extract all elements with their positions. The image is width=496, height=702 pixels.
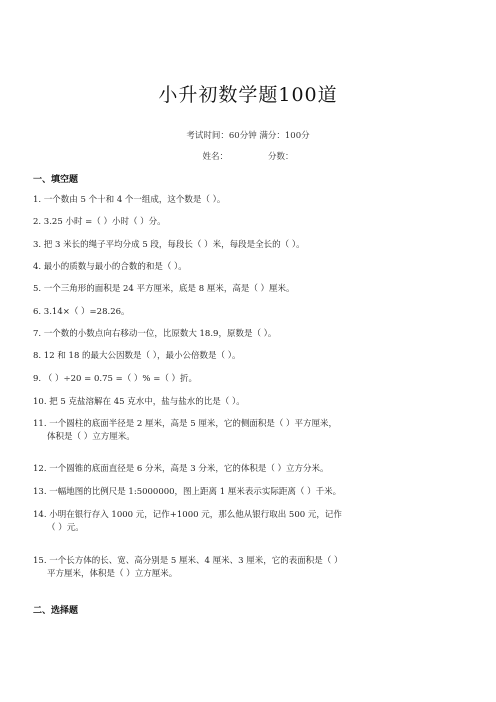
section-fill-blank-title: 一、填空题	[33, 175, 79, 185]
question-text-continued: （ ）元。	[47, 523, 84, 533]
question-item	[33, 555, 473, 581]
question-text: 15. 一个长方体的长、宽、高分别是 5 厘米、4 厘米、3 厘米，它的表面积是（ ）	[33, 556, 343, 566]
section-multiple-choice-title: 二、选择题	[33, 606, 79, 616]
question-text: 7. 一个数的小数点向右移动一位，比原数大 18.9，原数是（ ）。	[33, 329, 277, 339]
question-item	[33, 306, 473, 319]
question-text: 12. 一个圆锥的底面直径是 6 分米，高是 3 分米，它的体积是（ ）立方分米。	[33, 464, 329, 474]
score-label: 分数：	[268, 152, 294, 162]
question-item	[33, 396, 473, 409]
question-text: 6. 3.14×（ ）=28.26。	[33, 307, 130, 317]
question-text: 11. 一个圆柱的底面半径是 2 厘米，高是 5 厘米，它的侧面积是（ ）平方厘米，	[33, 419, 338, 429]
question-text: 5. 一个三角形的面积是 24 平方厘米，底是 8 厘米，高是（ ）厘米。	[33, 284, 295, 294]
question-text: 14. 小明在银行存入 1000 元，记作+1000 元，那么他从银行取出 500 元，记作	[33, 510, 342, 520]
question-text-continued: 平方厘米，体积是（ ）立方厘米。	[47, 569, 178, 579]
question-item	[33, 216, 473, 229]
question-text: 4. 最小的质数与最小的合数的和是（ ）。	[33, 262, 187, 272]
question-text: 9. （ ）÷20 = 0.75 =（ ）% =（ ）折。	[33, 374, 198, 384]
question-text-continued: 体积是（ ）立方厘米。	[47, 432, 135, 442]
page-title: 小升初数学题100道	[158, 84, 338, 106]
question-text: 3. 把 3 米长的绳子平均分成 5 段，每段长（ ）米，每段是全长的（ ）。	[33, 240, 305, 250]
question-item	[33, 261, 473, 274]
question-item	[33, 194, 473, 207]
name-label: 姓名：	[202, 152, 228, 162]
question-item	[33, 239, 473, 252]
question-item	[33, 350, 473, 363]
question-text: 8. 12 和 18 的最大公因数是（ ），最小公倍数是（ ）。	[33, 351, 241, 361]
question-text: 1. 一个数由 5 个十和 4 个一组成，这个数是（ ）。	[33, 195, 226, 205]
question-item	[33, 509, 473, 535]
question-item	[33, 463, 473, 476]
question-text: 2. 3.25 小时 =（ ）小时（ ）分。	[33, 217, 166, 227]
question-item	[33, 373, 473, 386]
question-text: 13. 一幅地图的比例尺是 1:5000000，图上距离 1 厘米表示实际距离（ ）千米。	[33, 487, 342, 497]
exam-info: 考试时间：60分钟 满分：100分	[186, 131, 310, 141]
question-text: 10. 把 5 克盐溶解在 45 克水中，盐与盐水的比是（ ）。	[33, 397, 245, 407]
name-score-line	[0, 150, 496, 162]
question-item	[33, 486, 473, 499]
question-item	[33, 283, 473, 296]
question-item	[33, 418, 473, 444]
question-item	[33, 328, 473, 341]
